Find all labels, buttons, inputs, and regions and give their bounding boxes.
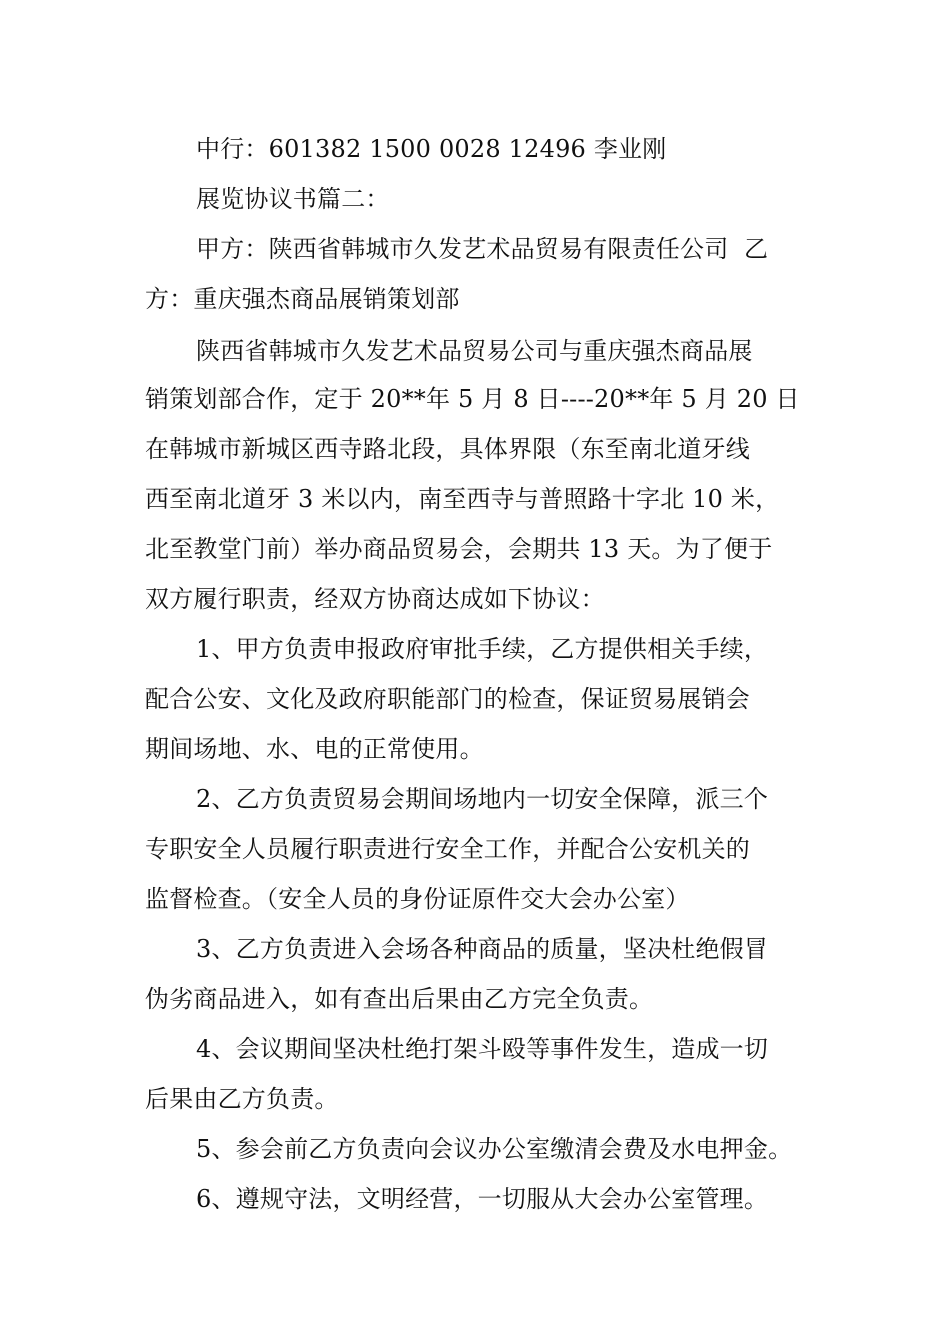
intro-paragraph-line: 在韩城市新城区西寺路北段，具体界限（东至南北道牙线	[145, 435, 750, 463]
clause-3-line: 伪劣商品进入，如有查出后果由乙方完全负责。	[145, 985, 654, 1013]
intro-paragraph-line: 西至南北道牙 3 米以内，南至西寺与普照路十字北 10 米，	[145, 485, 780, 513]
clause-1-line: 1、甲方负责申报政府审批手续，乙方提供相关手续，	[196, 635, 769, 663]
clause-2-line: 专职安全人员履行职责进行安全工作，并配合公安机关的	[145, 835, 750, 863]
clause-1-line: 配合公安、文化及政府职能部门的检查，保证贸易展销会	[145, 685, 750, 713]
clause-3-line: 3、乙方负责进入会场各种商品的质量，坚决杜绝假冒	[196, 935, 769, 963]
clause-2-line: 2、乙方负责贸易会期间场地内一切安全保障，派三个	[196, 785, 769, 813]
intro-paragraph-line: 北至教堂门前）举办商品贸易会，会期共 13 天。为了便于	[145, 535, 773, 563]
bank-account-line: 中行：601382 1500 0028 12496 李业刚	[196, 135, 667, 163]
clause-2-line: 监督检查。（安全人员的身份证原件交大会办公室）	[145, 885, 690, 913]
intro-paragraph-line: 双方履行职责，经双方协商达成如下协议：	[145, 585, 605, 613]
clause-5-line: 5、参会前乙方负责向会议办公室缴清会费及水电押金。	[196, 1135, 793, 1163]
clause-6-line: 6、遵规守法，文明经营，一切服从大会办公室管理。	[196, 1185, 769, 1213]
intro-paragraph-line: 陕西省韩城市久发艺术品贸易公司与重庆强杰商品展	[196, 337, 753, 365]
clause-4-line: 后果由乙方负责。	[145, 1085, 339, 1113]
party-line: 甲方：陕西省韩城市久发艺术品贸易有限责任公司 乙	[196, 235, 769, 263]
section-heading: 展览协议书篇二：	[196, 185, 390, 213]
intro-paragraph-line: 销策划部合作，定于 20**年 5 月 8 日----20**年 5 月 20 日	[145, 385, 800, 413]
party-line: 方：重庆强杰商品展销策划部	[145, 285, 460, 313]
clause-1-line: 期间场地、水、电的正常使用。	[145, 735, 484, 763]
clause-4-line: 4、会议期间坚决杜绝打架斗殴等事件发生，造成一切	[196, 1035, 769, 1063]
